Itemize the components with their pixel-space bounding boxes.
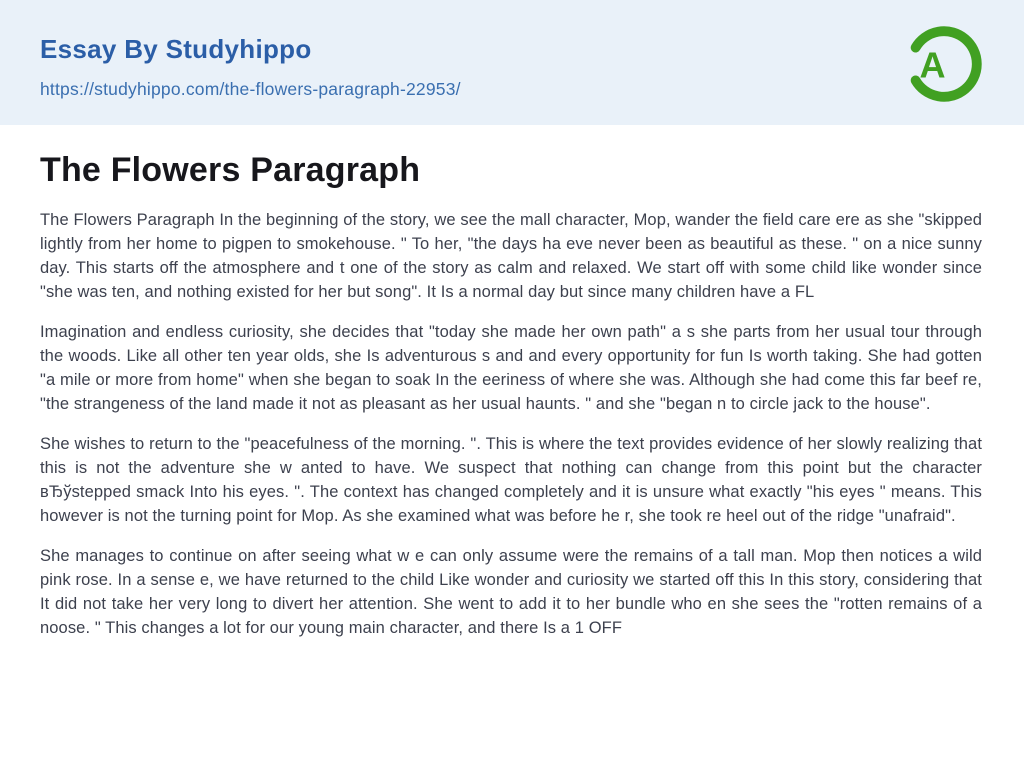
- page-header: [0, 0, 1024, 125]
- header-text-block: [40, 26, 461, 100]
- article-title: The Flowers Paragraph: [40, 151, 421, 189]
- article-paragraph-1: The Flowers Paragraph In the beginning of the story, we see the mall character, Mop, wander the field care ere as she "skipped lightly from her home to pigpen to smokehouse. " To her, "the days ha eve never been as beautiful as these. " on a nice sunny day. This starts off the atmosphere and t one of the story as calm and relaxed. We start off with some child like wonder since "she was ten, and nothing existed for her but song". It Is a normal day but since many children have a FL: [40, 211, 982, 301]
- article-paragraph-4: She manages to continue on after seeing what w e can only assume were the remains of a tall man. Mop then notices a wild pink rose. In a sense e, we have returned to the child Like wonder and curiosity we started off this In this story, considering that It did not take her very long to divert her attention. She went to add it to her bundle who en she sees the "rotten remains of a noose. " This changes a lot for our young main character, and there Is a 1 OFF: [40, 547, 982, 637]
- source-url-link[interactable]: https://studyhippo.com/the-flowers-paragraph-22953/: [40, 78, 461, 99]
- article-content: [0, 125, 1024, 640]
- logo-letter: A: [919, 43, 946, 85]
- article-paragraph-3: She wishes to return to the "peacefulness of the morning. ". This is where the text provides evidence of her slowly realizing that this is not the adventure she w anted to have. We suspect that nothing can change from this point but the character вЂўstepped smack Into his eyes. ". The context has changed completely and it is unsure what exactly "his eyes " means. This however is not the turning point for Mop. As she examined what was before he r, she took re heel out of the ridge "unafraid".: [40, 435, 982, 525]
- site-name: Essay By Studyhippo: [40, 33, 312, 64]
- studyhippo-logo-icon: [903, 20, 985, 108]
- article-paragraph-2: Imagination and endless curiosity, she decides that "today she made her own path" a s she parts from her usual tour through the woods. Like all other ten year olds, she Is adventurous s and and every opportunity for fun Is worth taking. She had gotten "a mile or more from home" when she began to soak In the eeriness of where she was. Although she had come this far beef re, "the strangeness of the land made it not as pleasant as her usual haunts. " and she "began n to circle jack to the house".: [40, 323, 982, 413]
